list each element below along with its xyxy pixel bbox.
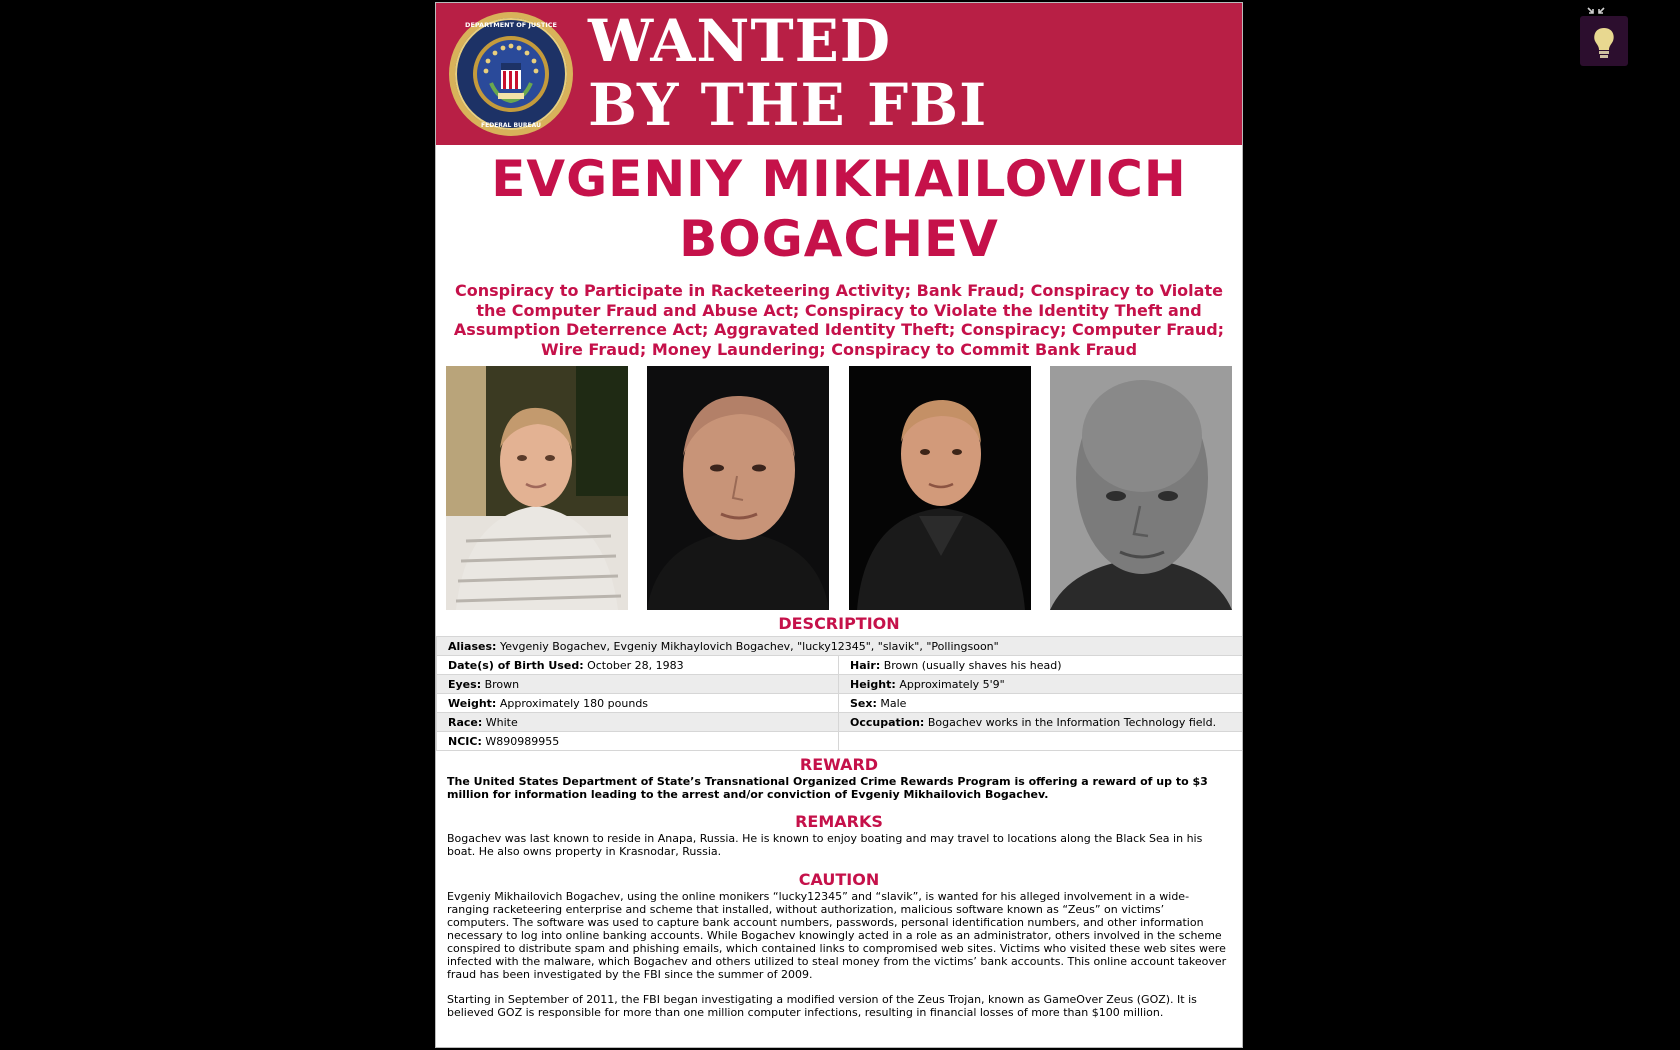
height-value: Approximately 5'9" bbox=[899, 677, 1005, 691]
sex-label: Sex: bbox=[850, 696, 877, 710]
hair-label: Hair: bbox=[850, 658, 881, 672]
charges-text: Conspiracy to Participate in Racketeering Activity; Bank Fraud; Conspiracy to Violate the Computer Fraud and Abuse Act; Conspiracy to Violate the Identity Theft and Assumption Deterrence Act; Aggravated Identity Theft; Conspiracy; Computer Fraud; Wire Fraud; Money Laundering; Conspiracy to Commit Bank Fraud bbox=[453, 281, 1225, 359]
hair-value: Brown (usually shaves his head) bbox=[883, 658, 1062, 672]
table-row bbox=[437, 732, 1244, 751]
height-cell bbox=[839, 675, 1244, 694]
photo-portrait-4 bbox=[1050, 366, 1232, 610]
wanted-line-2: BY THE FBI bbox=[588, 71, 988, 139]
race-cell bbox=[437, 713, 839, 732]
race-value: White bbox=[485, 715, 518, 729]
dob-value: October 28, 1983 bbox=[587, 658, 684, 672]
table-row bbox=[437, 656, 1244, 675]
ncic-label: NCIC: bbox=[448, 734, 482, 748]
table-row bbox=[437, 637, 1244, 656]
description-table bbox=[436, 636, 1243, 751]
table-row bbox=[437, 713, 1244, 732]
svg-text:DEPARTMENT OF JUSTICE: DEPARTMENT OF JUSTICE bbox=[465, 21, 557, 29]
wanted-poster bbox=[435, 2, 1243, 1048]
subject-name-line-1: EVGENIY MIKHAILOVICH bbox=[491, 150, 1187, 208]
occupation-cell bbox=[839, 713, 1244, 732]
empty-cell bbox=[839, 732, 1244, 751]
occupation-value: Bogachev works in the Information Technology field. bbox=[927, 715, 1217, 729]
svg-text:FEDERAL BUREAU: FEDERAL BUREAU bbox=[481, 122, 541, 129]
aliases-value: Yevgeniy Bogachev, Evgeniy Mikhaylovich Bogachev, "lucky12345", "slavik", "Pollingsoon" bbox=[499, 639, 999, 653]
dob-label: Date(s) of Birth Used: bbox=[448, 658, 584, 672]
height-label: Height: bbox=[850, 677, 896, 691]
suspect-photo-2 bbox=[647, 366, 829, 610]
weight-value: Approximately 180 pounds bbox=[499, 696, 649, 710]
lightbulb-button[interactable] bbox=[1580, 16, 1628, 66]
occupation-label: Occupation: bbox=[850, 715, 925, 729]
photo-portrait-2 bbox=[647, 366, 829, 610]
ncic-value: W890989955 bbox=[485, 734, 560, 748]
eyes-value: Brown bbox=[484, 677, 520, 691]
eyes-label: Eyes: bbox=[448, 677, 482, 691]
description-heading: DESCRIPTION bbox=[778, 614, 900, 633]
subject-name-line-2: BOGACHEV bbox=[679, 210, 999, 268]
photo-row bbox=[436, 366, 1242, 610]
aliases-cell bbox=[437, 637, 1244, 656]
eyes-cell bbox=[437, 675, 839, 694]
table-row bbox=[437, 675, 1244, 694]
reward-heading: REWARD bbox=[799, 755, 879, 774]
suspect-photo-4 bbox=[1050, 366, 1232, 610]
table-row bbox=[437, 694, 1244, 713]
fbi-seal-icon bbox=[448, 11, 574, 137]
weight-label: Weight: bbox=[448, 696, 497, 710]
wanted-heading bbox=[588, 9, 987, 137]
suspect-photo-1 bbox=[446, 366, 628, 610]
hair-cell bbox=[839, 656, 1244, 675]
race-label: Race: bbox=[448, 715, 483, 729]
wanted-banner bbox=[436, 3, 1242, 145]
remarks-heading: REMARKS bbox=[795, 812, 883, 831]
sex-cell bbox=[839, 694, 1244, 713]
photo-portrait-3 bbox=[849, 366, 1031, 610]
caution-paragraph-2: Starting in September of 2011, the FBI began investigating a modified version of the Zeus Trojan, known as GameOver Zeus (GOZ). It is believed GOZ is responsible for more than one million computer infections, resulting in financial losses of more than $100 million. bbox=[447, 993, 1197, 1019]
photo-portrait-1 bbox=[446, 366, 628, 610]
ncic-cell bbox=[437, 732, 839, 751]
subject-name bbox=[436, 149, 1242, 269]
aliases-label: Aliases: bbox=[448, 639, 497, 653]
caution-paragraph-1: Evgeniy Mikhailovich Bogachev, using the online monikers “lucky12345” and “slavik”, is wanted for his alleged involvement in a wide-ranging racketeering enterprise and scheme that installed, without authorization, malicious software known as “Zeus” on victims’ computers. The software was used to capture bank account numbers, passwords, personal identification numbers, and other information necessary to log into online banking accounts. While Bogachev knowingly acted in a role as an administrator, others involved in the scheme conspired to distribute spam and phishing emails, which contained links to compromised web sites. Victims who visited these web sites were infected with the malware, which Bogachev and others utilized to steal money from the victims’ bank accounts. This online account takeover fraud has been investigated by the FBI since the summer of 2009. bbox=[447, 890, 1227, 981]
suspect-photo-3 bbox=[849, 366, 1031, 610]
dob-cell bbox=[437, 656, 839, 675]
weight-cell bbox=[437, 694, 839, 713]
lightbulb-icon bbox=[1580, 16, 1628, 66]
wanted-line-1: WANTED bbox=[588, 7, 892, 75]
caution-heading: CAUTION bbox=[798, 870, 880, 889]
sex-value: Male bbox=[880, 696, 907, 710]
reward-text: The United States Department of State’s Transnational Organized Crime Rewards Program is offering a reward of up to $3 million for information leading to the arrest and/or conviction of Evgeniy Mikhailovich Bogachev. bbox=[447, 775, 1208, 801]
remarks-text: Bogachev was last known to reside in Anapa, Russia. He is known to enjoy boating and may travel to locations along the Black Sea in his boat. He also owns property in Krasnodar, Russia. bbox=[447, 832, 1203, 858]
